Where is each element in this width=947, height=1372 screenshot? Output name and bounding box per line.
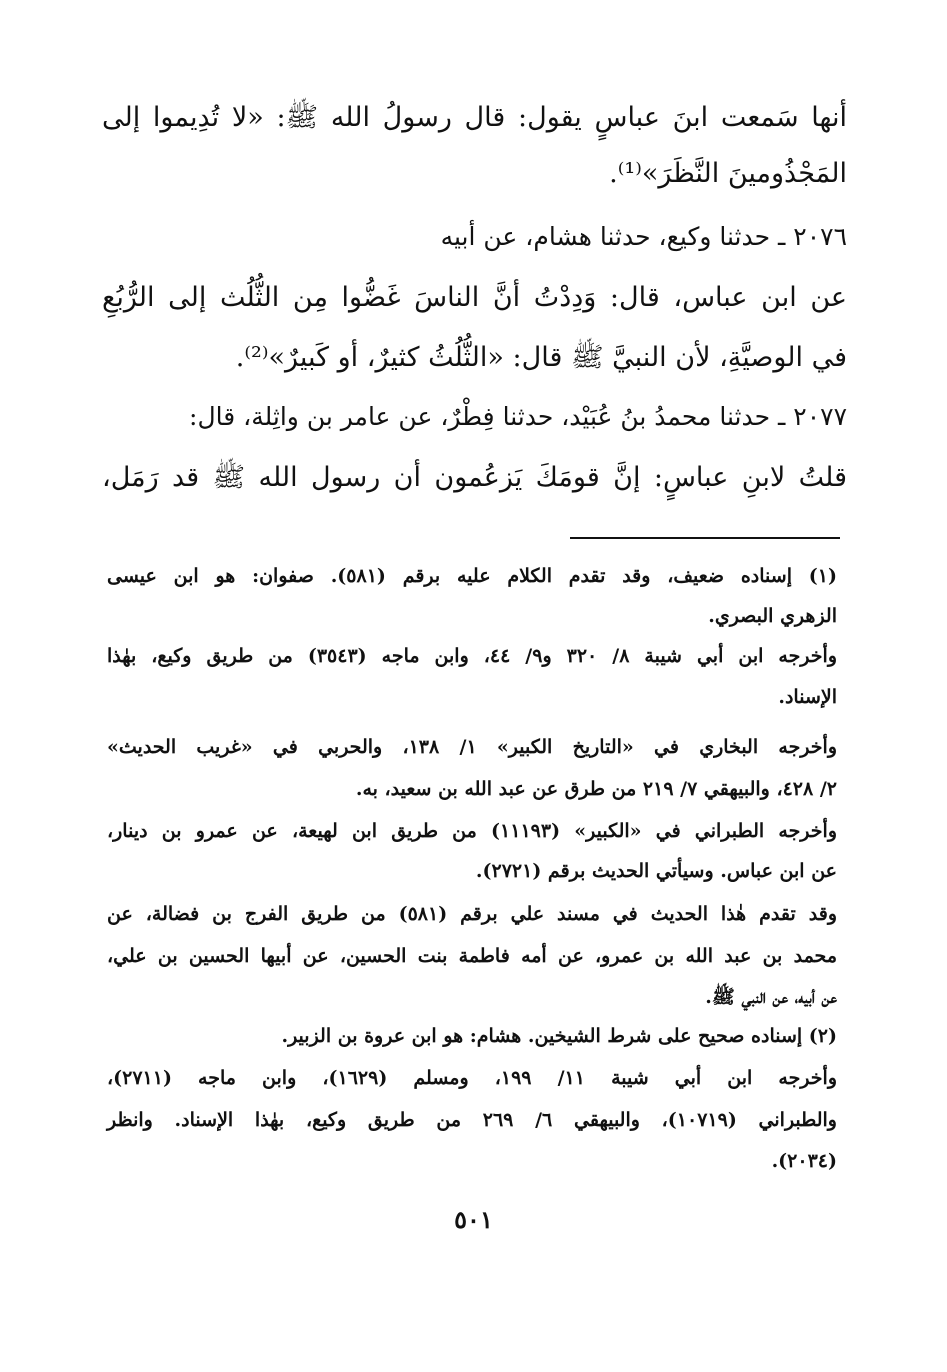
- footnote-2-line-3: والطبراني (١٠٧١٩)، والبيهقي ٦/ ٢٦٩ من طريق وكيع، بهٰذا الإسناد. وانظر: [107, 1109, 837, 1131]
- page-number: ٥٠١: [454, 1205, 493, 1234]
- footnote-1-line-8: عن ابن عباس. وسيأتي الحديث برقم (٢٧٢١).: [475, 860, 837, 882]
- main-text-line-5: في الوصيَّةِ، لأن النبيَّ ﷺ قال: «الثُّلُثُ كثيرٌ، أو كَبيرٌ»⁽²⁾.: [235, 342, 847, 373]
- hadith-2077-header: ٢٠٧٧ ـ حدثنا محمدُ بنُ عُبَيْد، حدثنا فِطْرٌ، عن عامر بن واثِلة، قال:: [189, 402, 847, 431]
- main-text-line-4: عن ابن عباس، قال: وَدِدْتُ أنَّ الناسَ غَضُّوا مِن الثُّلُث إلى الرُّبُعِ: [102, 282, 847, 313]
- footnote-1-line-10: محمد بن عبد الله بن عمرو، عن أمه فاطمة بنت الحسين، عن أبيها الحسين بن علي،: [107, 945, 837, 967]
- main-text-line-7: قلتُ لابنِ عباسٍ: إنَّ قومَكَ يَزعُمون أن رسول الله ﷺ قد رَمَل،: [102, 462, 847, 493]
- footnote-2-line-4: (٢٠٣٤).: [771, 1150, 837, 1172]
- footnote-separator: [570, 537, 840, 539]
- footnote-1-line-7: وأخرجه الطبراني في «الكبير» (١١١٩٣) من طريق ابن لهيعة، عن عمرو بن دينار،: [107, 820, 837, 842]
- footnote-1-line-4: الإسناد.: [778, 686, 837, 708]
- footnote-1-line-1: (١) إسناده ضعيف، وقد تقدم الكلام عليه برقم (٥٨١). صفوان: هو ابن عيسى: [107, 565, 837, 587]
- footnote-1-line-11: عن أبيه، عن النبي ﷺ.: [705, 986, 837, 1008]
- footnote-2-line-1: (٢) إسناده صحيح على شرط الشيخين. هشام: هو ابن عروة بن الزبير.: [281, 1025, 837, 1047]
- footnote-1-line-2: الزهري البصري.: [708, 605, 837, 627]
- main-text-line-1: أنها سَمعت ابنَ عباسٍ يقول: قال رسولُ الله ﷺ: «لا تُدِيموا إلى: [102, 102, 847, 133]
- main-text-line-2: المَجْذُومينَ النَّظَرَ»⁽¹⁾.: [609, 158, 847, 189]
- footnote-1-line-3: وأخرجه ابن أبي شيبة ٨/ ٣٢٠ و٩/ ٤٤، وابن ماجه (٣٥٤٣) من طريق وكيع، بهٰذا: [107, 645, 837, 667]
- footnote-1-line-6: ٢/ ٤٢٨، والبيهقي ٧/ ٢١٩ من طرق عن عبد الله بن سعيد، به.: [355, 778, 837, 800]
- hadith-2076-header: ٢٠٧٦ ـ حدثنا وكيع، حدثنا هشام، عن أبيه: [440, 222, 847, 251]
- footnote-1-line-9: وقد تقدم هٰذا الحديث في مسند علي برقم (٥٨١) من طريق الفرج بن فضالة، عن: [107, 903, 837, 925]
- footnote-1-line-5: وأخرجه البخاري في «التاريخ الكبير» ١/ ١٣٨، والحربي في «غريب الحديث»: [107, 736, 837, 758]
- footnote-2-line-2: وأخرجه ابن أبي شيبة ١١/ ١٩٩، ومسلم (١٦٢٩)، وابن ماجه (٢٧١١)،: [107, 1067, 837, 1089]
